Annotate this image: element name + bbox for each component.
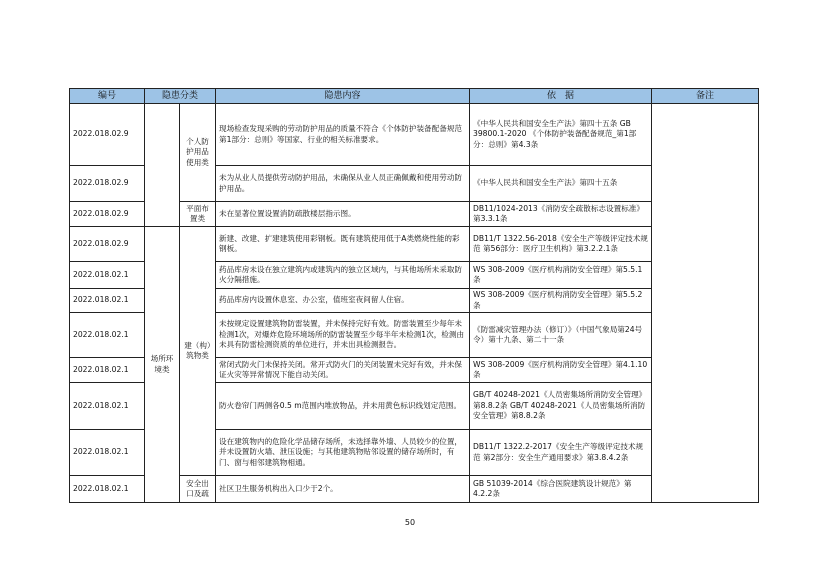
category-primary: 场所环境类 <box>145 227 180 503</box>
table-header-row <box>70 89 759 104</box>
row-number: 2022.018.02.1 <box>70 289 145 313</box>
page-number: 50 <box>404 518 416 527</box>
category-secondary: 平面布置类 <box>180 202 216 227</box>
row-number: 2022.018.02.1 <box>70 358 145 383</box>
basis-reference: 《中华人民共和国安全生产法》第四十五条 GB 39800.1-2020 《个体防护装备配备规范_第1部分：总则》第4.3条 <box>470 104 652 166</box>
hazard-content: 未为从业人员提供劳动防护用品，未确保从业人员正确佩戴和使用劳动防护用品。 <box>216 166 470 202</box>
category-secondary: 建（构）筑物类 <box>180 227 216 476</box>
basis-reference: GB/T 40248-2021《人员密集场所消防安全管理》第8.8.2条 GB/T 40248-2021《人员密集场所消防安全管理》第8.8.2条 <box>470 383 652 430</box>
category-secondary: 安全出口及疏 <box>180 476 216 503</box>
header-category: 隐患分类 <box>145 89 216 104</box>
hazard-content: 药品库房内设置休息室、办公室，值班室夜间留人住宿。 <box>216 289 470 313</box>
table-row <box>70 104 759 166</box>
category-primary-cell <box>145 104 180 227</box>
row-number: 2022.018.02.9 <box>70 202 145 227</box>
header-content: 隐患内容 <box>216 89 470 104</box>
hazard-content: 设在建筑物内的危险化学品储存场所，未选择靠外墙、人员较少的位置，并未设置防火墙、泄压设施；与其他建筑物贴邻设置的储存场所时，有门、窗与相邻建筑物相通。 <box>216 430 470 476</box>
row-number: 2022.018.02.9 <box>70 166 145 202</box>
row-number: 2022.018.02.1 <box>70 383 145 430</box>
row-number: 2022.018.02.1 <box>70 313 145 358</box>
basis-reference: WS 308-2009《医疗机构消防安全管理》第5.5.2条 <box>470 289 652 313</box>
row-number: 2022.018.02.1 <box>70 262 145 289</box>
basis-reference: DB11/T 1322.2-2017《安全生产等级评定技术规范 第2部分：安全生产通用要求》第3.8.4.2条 <box>470 430 652 476</box>
hazard-content: 社区卫生服务机构出入口少于2个。 <box>216 476 470 503</box>
basis-reference: WS 308-2009《医疗机构消防安全管理》第5.5.1条 <box>470 262 652 289</box>
hazard-content: 常闭式防火门未保持关闭。常开式防火门的关闭装置未完好有效，并未保证火灾等异常情况下能自动关闭。 <box>216 358 470 383</box>
hazard-content: 新建、改建、扩建建筑使用彩钢板。既有建筑使用低于A类燃烧性能的彩钢板。 <box>216 227 470 262</box>
hazard-table <box>69 88 759 503</box>
basis-reference: DB11/T 1322.56-2018《安全生产等级评定技术规范 第56部分：医疗卫生机构》第3.2.2.1条 <box>470 227 652 262</box>
row-number: 2022.018.02.9 <box>70 227 145 262</box>
row-number: 2022.018.02.1 <box>70 476 145 503</box>
basis-reference: DB11/1024-2013《消防安全疏散标志设置标准》第3.3.1条 <box>470 202 652 227</box>
hazard-content: 未按规定设置建筑物防雷装置，并未保持完好有效。防雷装置至少每年未检测1次，对爆炸危险环境场所的防雷装置至少每半年未检测1次，检测由未具有防雷检测资质的单位进行，并未出具检测报告。 <box>216 313 470 358</box>
basis-reference: WS 308-2009《医疗机构消防安全管理》第4.1.10条 <box>470 358 652 383</box>
basis-reference: 《防雷减灾管理办法（修订）》（中国气象局第24号令）第十九条、第二十一条 <box>470 313 652 358</box>
row-number: 2022.018.02.1 <box>70 430 145 476</box>
row-number: 2022.018.02.9 <box>70 104 145 166</box>
hazard-content: 药品库房未设在独立建筑内或建筑内的独立区域内，与其他场所未采取防火分隔措施。 <box>216 262 470 289</box>
basis-reference: GB 51039-2014《综合医院建筑设计规范》第4.2.2条 <box>470 476 652 503</box>
note-cell <box>652 104 759 503</box>
hazard-content: 防火卷帘门两侧各0.5 m范围内堆放物品，并未用黄色标识线划定范围。 <box>216 383 470 430</box>
category-secondary: 个人防护用品使用类 <box>180 104 216 202</box>
header-number: 编号 <box>70 89 145 104</box>
header-basis: 依 据 <box>470 89 652 104</box>
basis-reference: 《中华人民共和国安全生产法》第四十五条 <box>470 166 652 202</box>
header-note: 备注 <box>652 89 759 104</box>
hazard-content: 未在显著位置设置消防疏散楼层指示图。 <box>216 202 470 227</box>
hazard-content: 现场检查发现采购的劳动防护用品的质量不符合《个体防护装备配备规范 第1部分：总则》等国家、行业的相关标准要求。 <box>216 104 470 166</box>
